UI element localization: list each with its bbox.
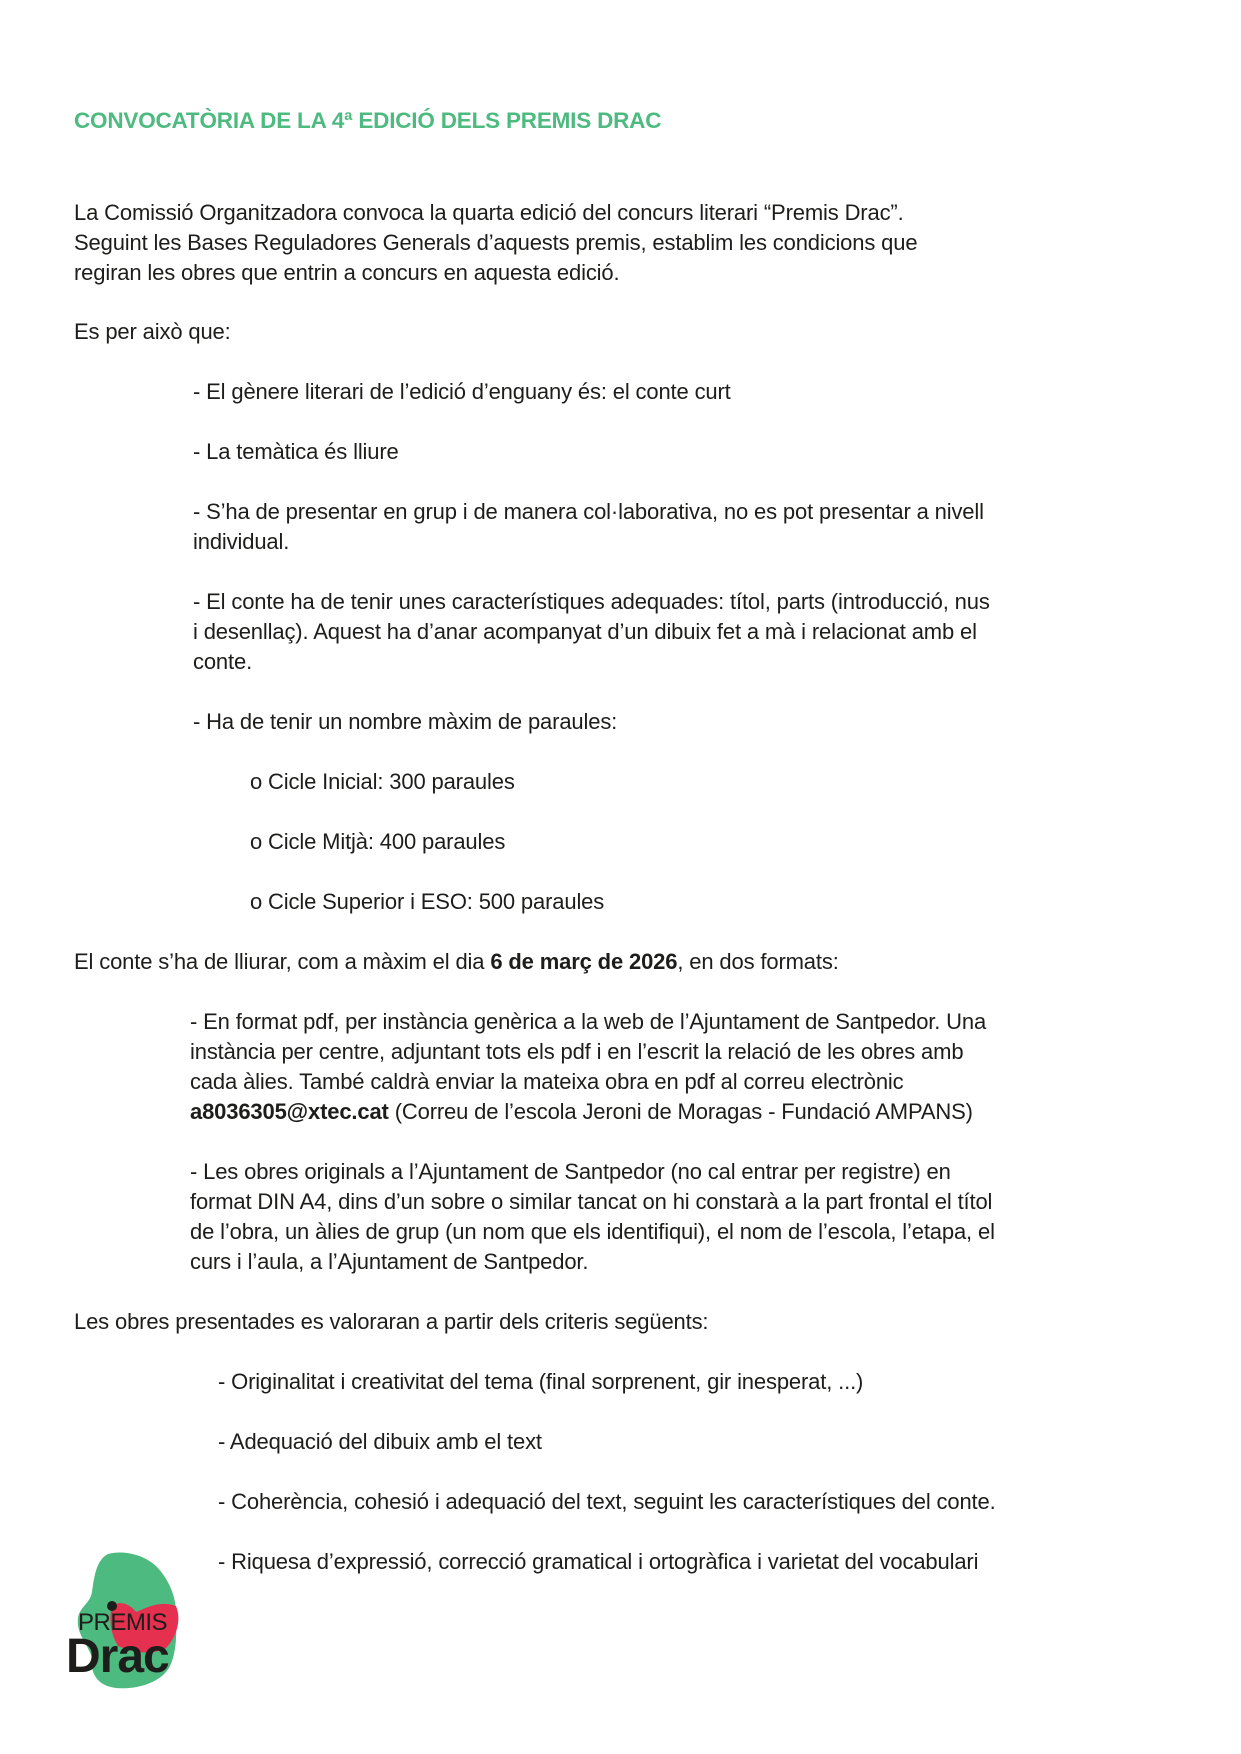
delivery-prefix: El conte s’ha de lliurar, com a màxim el dia — [74, 949, 491, 974]
word-limit-item: o Cicle Mitjà: 400 paraules — [250, 829, 506, 854]
word-limit-item: o Cicle Superior i ESO: 500 paraules — [250, 889, 605, 914]
condition-item: - S’ha de presentar en grup i de manera col·laborativa, no es pot presentar a nivell — [193, 499, 984, 524]
intro-line: Seguint les Bases Reguladores Generals d’aquests premis, establim les condicions que — [74, 230, 918, 255]
contact-email: a8036305@xtec.cat — [190, 1099, 389, 1124]
format-pdf-line: instància per centre, adjuntant tots els pdf i en l’escrit la relació de les obres amb — [190, 1039, 964, 1064]
delivery-suffix: , en dos formats: — [677, 949, 839, 974]
word-limit-item: o Cicle Inicial: 300 paraules — [250, 769, 515, 794]
condition-item-cont: conte. — [193, 649, 253, 674]
condition-item: - El conte ha de tenir unes característiques adequades: títol, parts (introducció, nus — [193, 589, 990, 614]
logo-premis-text: PREMIS — [78, 1609, 168, 1636]
condition-item: - El gènere literari de l’edició d’enguany és: el conte curt — [193, 379, 731, 404]
lead-text: Es per això que: — [74, 319, 231, 344]
format-pdf-line: - En format pdf, per instància genèrica a la web de l’Ajuntament de Santpedor. Una — [190, 1009, 987, 1034]
format-original-line: format DIN A4, dins d’un sobre o similar tancat on hi constarà a la part frontal el títol — [190, 1189, 993, 1214]
dragon-silhouette-icon — [68, 1548, 198, 1698]
condition-item: - Ha de tenir un nombre màxim de paraules: — [193, 709, 618, 734]
premis-drac-logo — [68, 1548, 198, 1698]
page-title: CONVOCATÒRIA DE LA 4ª EDICIÓ DELS PREMIS DRAC — [74, 108, 662, 133]
intro-line: regiran les obres que entrin a concurs en aquesta edició. — [74, 260, 620, 285]
format-original-line: curs i l’aula, a l’Ajuntament de Santpedor. — [190, 1249, 589, 1274]
criteria-item: - Originalitat i creativitat del tema (final sorprenent, gir inesperat, ...) — [218, 1369, 864, 1394]
email-note: (Correu de l’escola Jeroni de Moragas - Fundació AMPANS) — [388, 1099, 973, 1124]
format-original-line: - Les obres originals a l’Ajuntament de Santpedor (no cal entrar per registre) en — [190, 1159, 951, 1184]
condition-item: - La temàtica és lliure — [193, 439, 399, 464]
format-pdf-line: cada àlies. També caldrà enviar la mateixa obra en pdf al correu electrònic — [190, 1069, 904, 1094]
intro-line: La Comissió Organitzadora convoca la quarta edició del concurs literari “Premis Drac”. — [74, 200, 904, 225]
deadline-date: 6 de març de 2026 — [490, 949, 678, 974]
condition-item-cont: individual. — [193, 529, 290, 554]
format-original-line: de l’obra, un àlies de grup (un nom que els identifiqui), el nom de l’escola, l’etapa, el — [190, 1219, 995, 1244]
format-pdf-email-line — [190, 1097, 973, 1127]
criteria-item: - Adequació del dibuix amb el text — [218, 1429, 542, 1454]
criteria-item: - Coherència, cohesió i adequació del text, seguint les característiques del conte. — [218, 1489, 996, 1514]
logo-drac-text: Drac — [68, 1630, 169, 1683]
criteria-item: - Riquesa d’expressió, correcció gramatical i ortogràfica i varietat del vocabulari — [218, 1549, 979, 1574]
criteria-intro: Les obres presentades es valoraran a partir dels criteris següents: — [74, 1309, 709, 1334]
delivery-text — [74, 947, 839, 977]
condition-item-cont: i desenllaç). Aquest ha d’anar acompanyat d’un dibuix fet a mà i relacionat amb el — [193, 619, 977, 644]
